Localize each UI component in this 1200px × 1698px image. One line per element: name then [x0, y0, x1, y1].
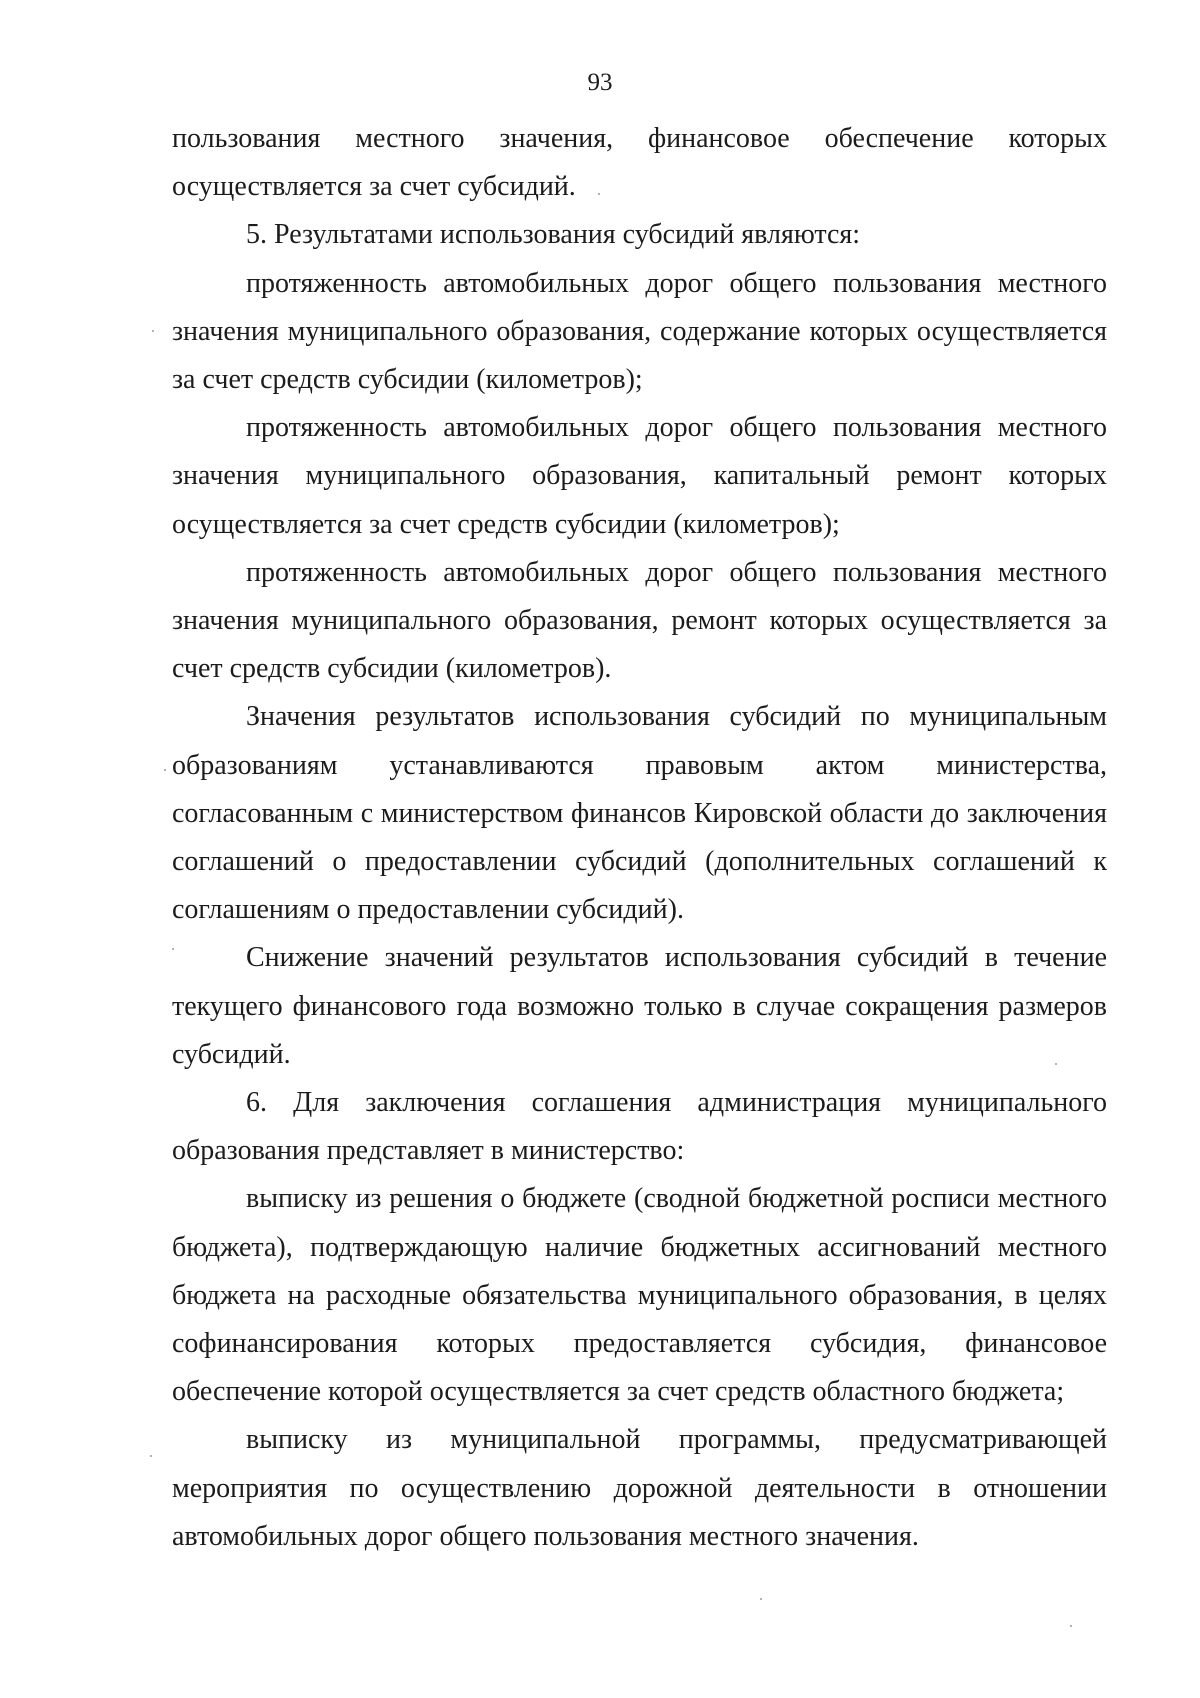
- paragraph-result-repair: протяженность автомобильных дорог общего пользования местного значения муниципального образования, ремонт которых осуществляется за счет средств субсидии (километров).: [172, 556, 1107, 685]
- scan-speck: [172, 948, 174, 950]
- paragraph-result-reduction: Снижение значений результатов использования субсидий в течение текущего финансового года возможно только в случае сокращения размеров субсидий.: [172, 942, 1107, 1070]
- scan-speck: [598, 193, 600, 195]
- scan-speck: [1055, 1063, 1057, 1065]
- paragraph-continuation: пользования местного значения, финансовое обеспечение которых осуществляется за счет субсидий.: [172, 123, 1107, 203]
- scan-speck: [1070, 1625, 1072, 1627]
- paragraph-budget-extract: выписку из решения о бюджете (сводной бюджетной росписи местного бюджета), подтверждающую наличие бюджетных ассигнований местного бюджета на расходные обязательства муниципального образования, в целях софинансирования которых предоставляется субсидия, финансовое обеспечение которой осуществляется за счет средств областного бюджета;: [172, 1183, 1107, 1408]
- paragraph-item-6: 6. Для заключения соглашения администрация муниципального образования представляет в министерство:: [172, 1087, 1107, 1167]
- paragraph-result-capital-repair: протяженность автомобильных дорог общего пользования местного значения муниципального образования, капитальный ремонт которых осуществляется за счет средств субсидии (километров);: [172, 412, 1107, 540]
- paragraph-item-5: 5. Результатами использования субсидий являются:: [246, 219, 861, 251]
- scan-speck: [760, 1598, 762, 1600]
- page-number: 93: [587, 69, 613, 96]
- paragraph-result-values: Значения результатов использования субсидий по муниципальным образованиям устанавливаются правовым актом министерства, согласованным с министерством финансов Кировской области до заключения соглашений о предоставлении субсидий (дополнительных соглашений к соглашениям о предоставлении субсидий).: [172, 701, 1107, 926]
- body-text: [172, 115, 1107, 1561]
- scan-speck: [150, 1455, 152, 1457]
- paragraph-result-maintenance: протяженность автомобильных дорог общего пользования местного значения муниципального образования, содержание которых осуществляется за счет средств субсидии (километров);: [172, 267, 1107, 396]
- scan-speck: [164, 769, 166, 771]
- paragraph-program-extract: выписку из муниципальной программы, предусматривающей мероприятия по осуществлению дорожной деятельности в отношении автомобильных дорог общего пользования местного значения.: [172, 1424, 1107, 1552]
- scan-speck: [152, 330, 154, 332]
